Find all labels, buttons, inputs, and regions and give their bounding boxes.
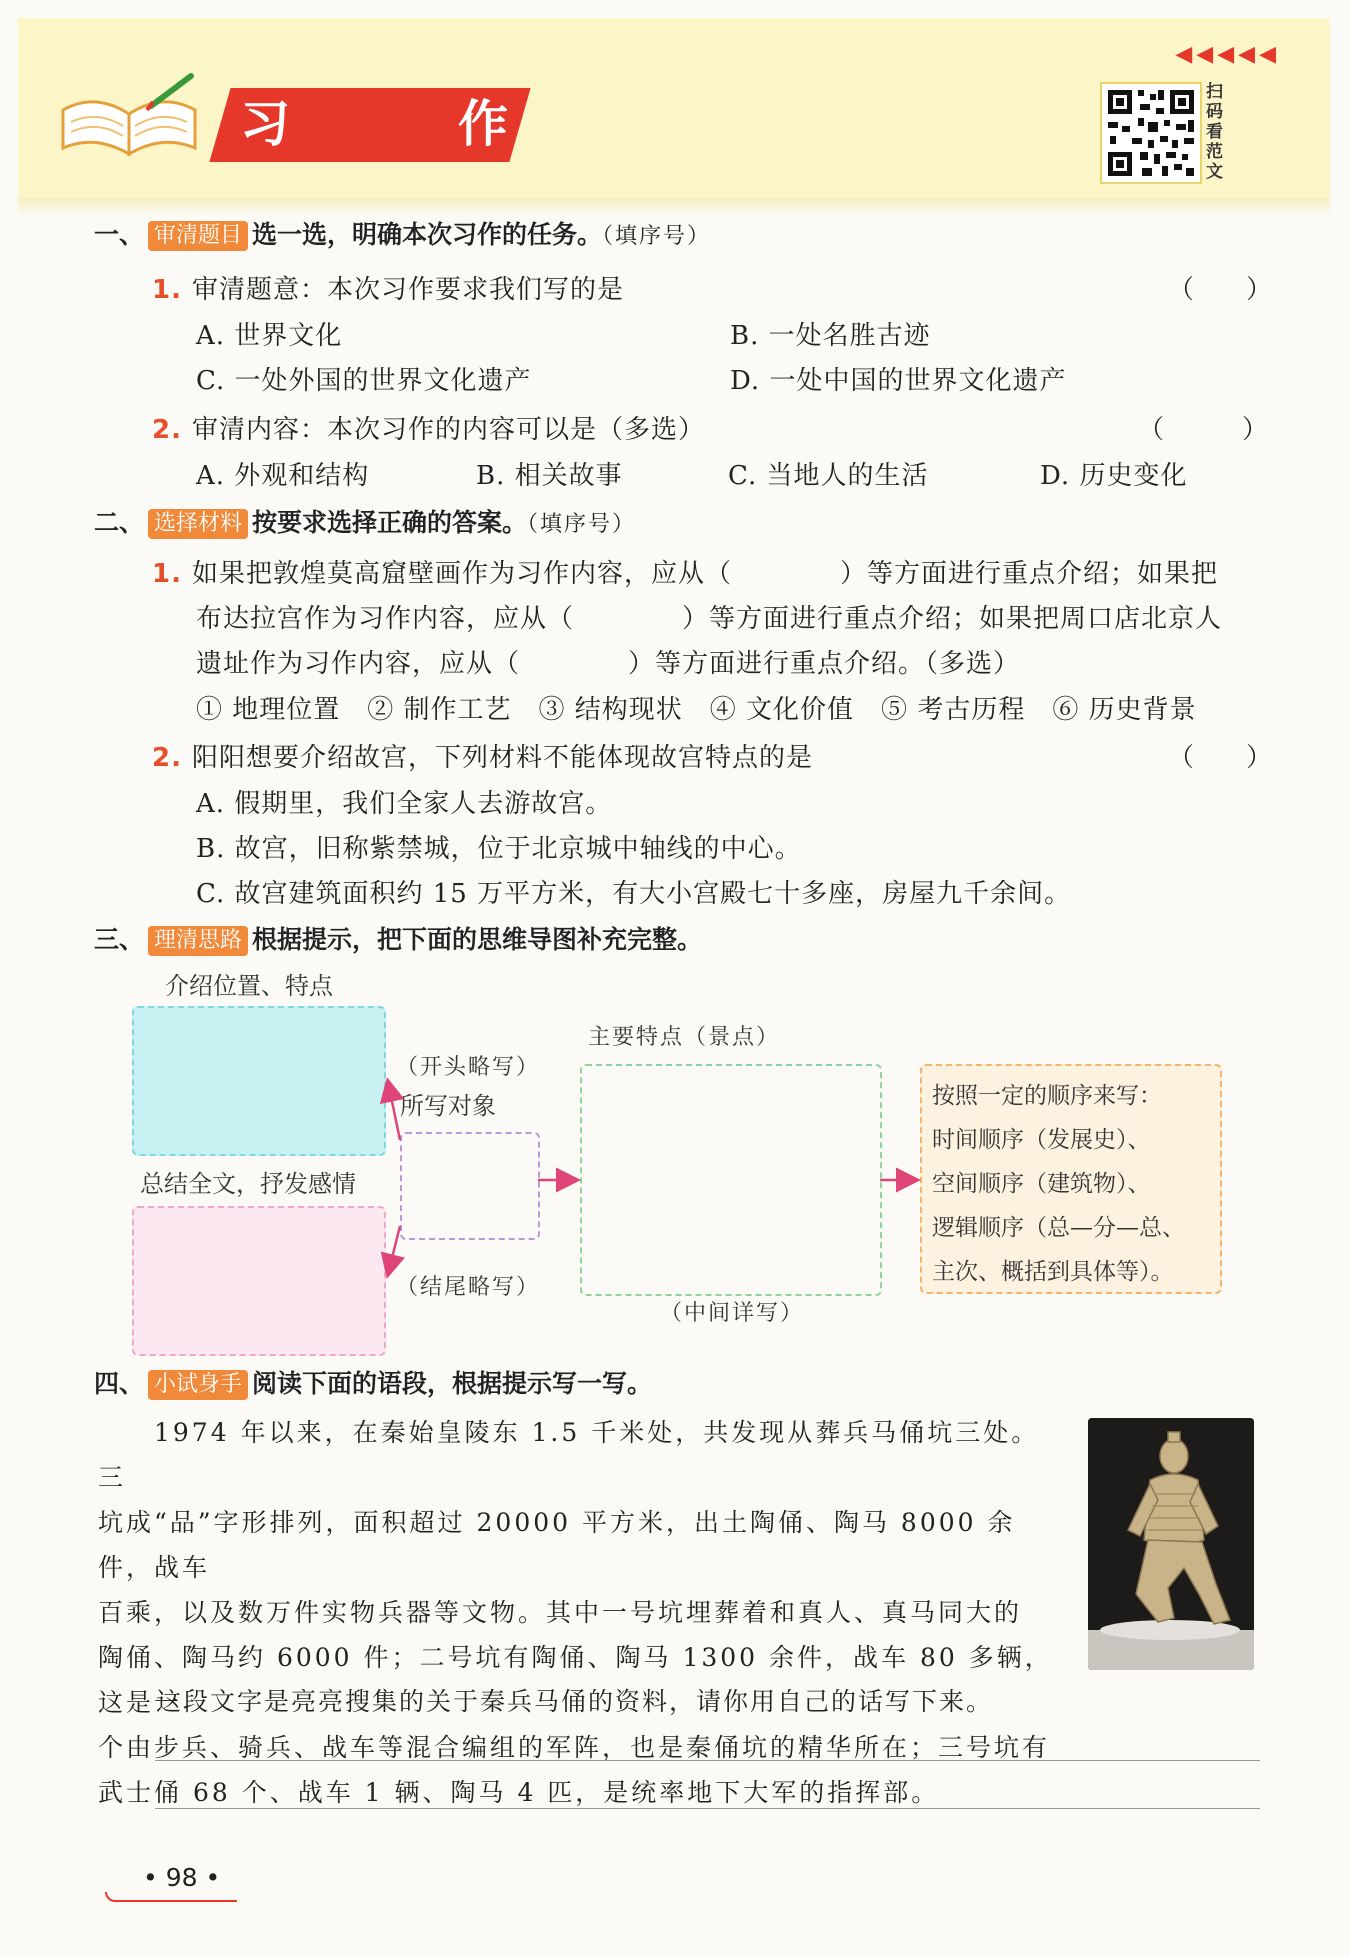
section-3-badge: 理清思路 (148, 926, 248, 956)
s1-q2-option-d[interactable]: D. 历史变化 (1040, 461, 1188, 491)
s1-q1: 1. 审清题意：本次习作要求我们写的是 (152, 275, 624, 305)
section-2-badge: 选择材料 (148, 509, 248, 539)
s1-q2-option-b[interactable]: B. 相关故事 (476, 461, 623, 491)
s2-q2-answer-blank[interactable]: （ ） (1168, 743, 1273, 773)
section-1-heading: 一、 审清题目 选一选，明确本次习作的任务。（填序号） (94, 220, 712, 249)
mindmap-middle-note: （中间详写） (660, 1301, 805, 1326)
section-4-badge: 小试身手 (148, 1370, 248, 1400)
s2-q2-option-a[interactable]: A. 假期里，我们全家人去游故宫。 (196, 789, 613, 819)
s2-q1-options: ① 地理位置 ② 制作工艺 ③ 结构现状 ④ 文化价值 ⑤ 考古历程 ⑥ 历史背景 (196, 695, 1197, 725)
mindmap-opening-note: （开头略写） (396, 1055, 541, 1080)
mindmap-subject-label: 所写对象 (400, 1092, 496, 1120)
section-4-heading: 四、 小试身手 阅读下面的语段，根据提示写一写。 (94, 1369, 653, 1398)
mindmap-main-box[interactable] (580, 1064, 882, 1296)
s1-q1-answer-blank[interactable]: （ ） (1168, 275, 1273, 305)
reading-passage: 1974 年以来，在秦始皇陵东 1.5 千米处，共发现从葬兵马俑坑三处。三 坑成“品”字形排列，面积超过 20000 平方米，出土陶俑、陶马 8000 余件，战车 百乘，以及数万件实物兵器等文物。其中一号坑埋葬着和真人、真马同大的 陶俑、陶马约 6000 件；二号坑有陶俑、陶马 1300 余件，战车 80 多辆，这是一 个由步兵、骑兵、战车等混合编组的军阵，也是秦俑坑的精华所在；三号坑有 武士俑 68 个、战车 1 辆、陶马 4 匹，是统率地下大军的指挥部。 (98, 1418, 1053, 1807)
arrow-to-ending (388, 1226, 400, 1274)
mindmap-bottom-left-label: 总结全文，抒发感情 (140, 1170, 356, 1198)
section-1-badge: 审清题目 (148, 221, 248, 251)
writing-line-2[interactable] (155, 1808, 1260, 1809)
s1-q2-option-a[interactable]: A. 外观和结构 (196, 461, 370, 491)
title-char-1: 习 (240, 95, 292, 153)
mindmap-opening-box[interactable] (132, 1006, 386, 1156)
s1-q2: 2. 审清内容：本次习作的内容可以是（多选） (152, 415, 705, 445)
mindmap-top-left-label: 介绍位置、特点 (165, 972, 333, 1000)
section-2-heading: 二、 选择材料 按要求选择正确的答案。（填序号） (94, 508, 637, 537)
qr-code-icon[interactable] (1100, 82, 1202, 184)
open-book-icon (55, 70, 205, 160)
mindmap-ending-note: （结尾略写） (396, 1275, 541, 1300)
s2-q1-line-3: 遗址作为习作内容，应从（ ）等方面进行重点介绍。（多选） (196, 649, 1021, 679)
s2-q1-line-2: 布达拉宫作为习作内容，应从（ ）等方面进行重点介绍；如果把周口店北京人 (196, 604, 1223, 634)
mindmap-main-label: 主要特点（景点） (588, 1025, 781, 1050)
s1-q1-option-b[interactable]: B. 一处名胜古迹 (730, 321, 931, 351)
qr-caption: 扫码看范文 (1206, 82, 1223, 182)
mindmap-subject-box[interactable] (400, 1132, 540, 1240)
s1-q1-option-d[interactable]: D. 一处中国的世界文化遗产 (730, 366, 1067, 396)
title-char-2: 作 (458, 95, 510, 153)
s2-q2-option-c[interactable]: C. 故宫建筑面积约 15 万平方米，有大小宫殿七十多座，房屋九千余间。 (196, 879, 1072, 909)
writing-prompt: 这段文字是亮亮搜集的关于秦兵马俑的资料，请你用自己的话写下来。 (156, 1687, 994, 1716)
mindmap-order-text: 按照一定的顺序来写： 时间顺序（发展史）、 空间顺序（建筑物）、 逻辑顺序（总—分—总、 主次、概括到具体等）。 (932, 1083, 1185, 1285)
terracotta-warrior-photo (1088, 1418, 1254, 1670)
page-title (240, 94, 510, 154)
mindmap-ending-box[interactable] (132, 1206, 386, 1356)
page-number: • 98 • (143, 1863, 221, 1892)
s1-q1-option-a[interactable]: A. 世界文化 (196, 321, 343, 351)
arrow-decoration: ◀◀◀◀◀ (1175, 42, 1280, 67)
s1-q2-answer-blank[interactable]: （ ） (1138, 415, 1269, 445)
s2-q2: 2. 阳阳想要介绍故宫，下列材料不能体现故宫特点的是 (152, 743, 813, 773)
section-3-heading: 三、 理清思路 根据提示，把下面的思维导图补充完整。 (94, 925, 703, 954)
arrow-to-opening (388, 1082, 400, 1140)
s2-q1-line-1: 1. 如果把敦煌莫高窟壁画作为习作内容，应从（ ）等方面进行重点介绍；如果把 (152, 559, 1218, 589)
s1-q1-option-c[interactable]: C. 一处外国的世界文化遗产 (196, 366, 532, 396)
writing-line-1[interactable] (155, 1760, 1260, 1761)
s2-q2-option-b[interactable]: B. 故宫，旧称紫禁城，位于北京城中轴线的中心。 (196, 834, 802, 864)
s1-q2-option-c[interactable]: C. 当地人的生活 (728, 461, 929, 491)
